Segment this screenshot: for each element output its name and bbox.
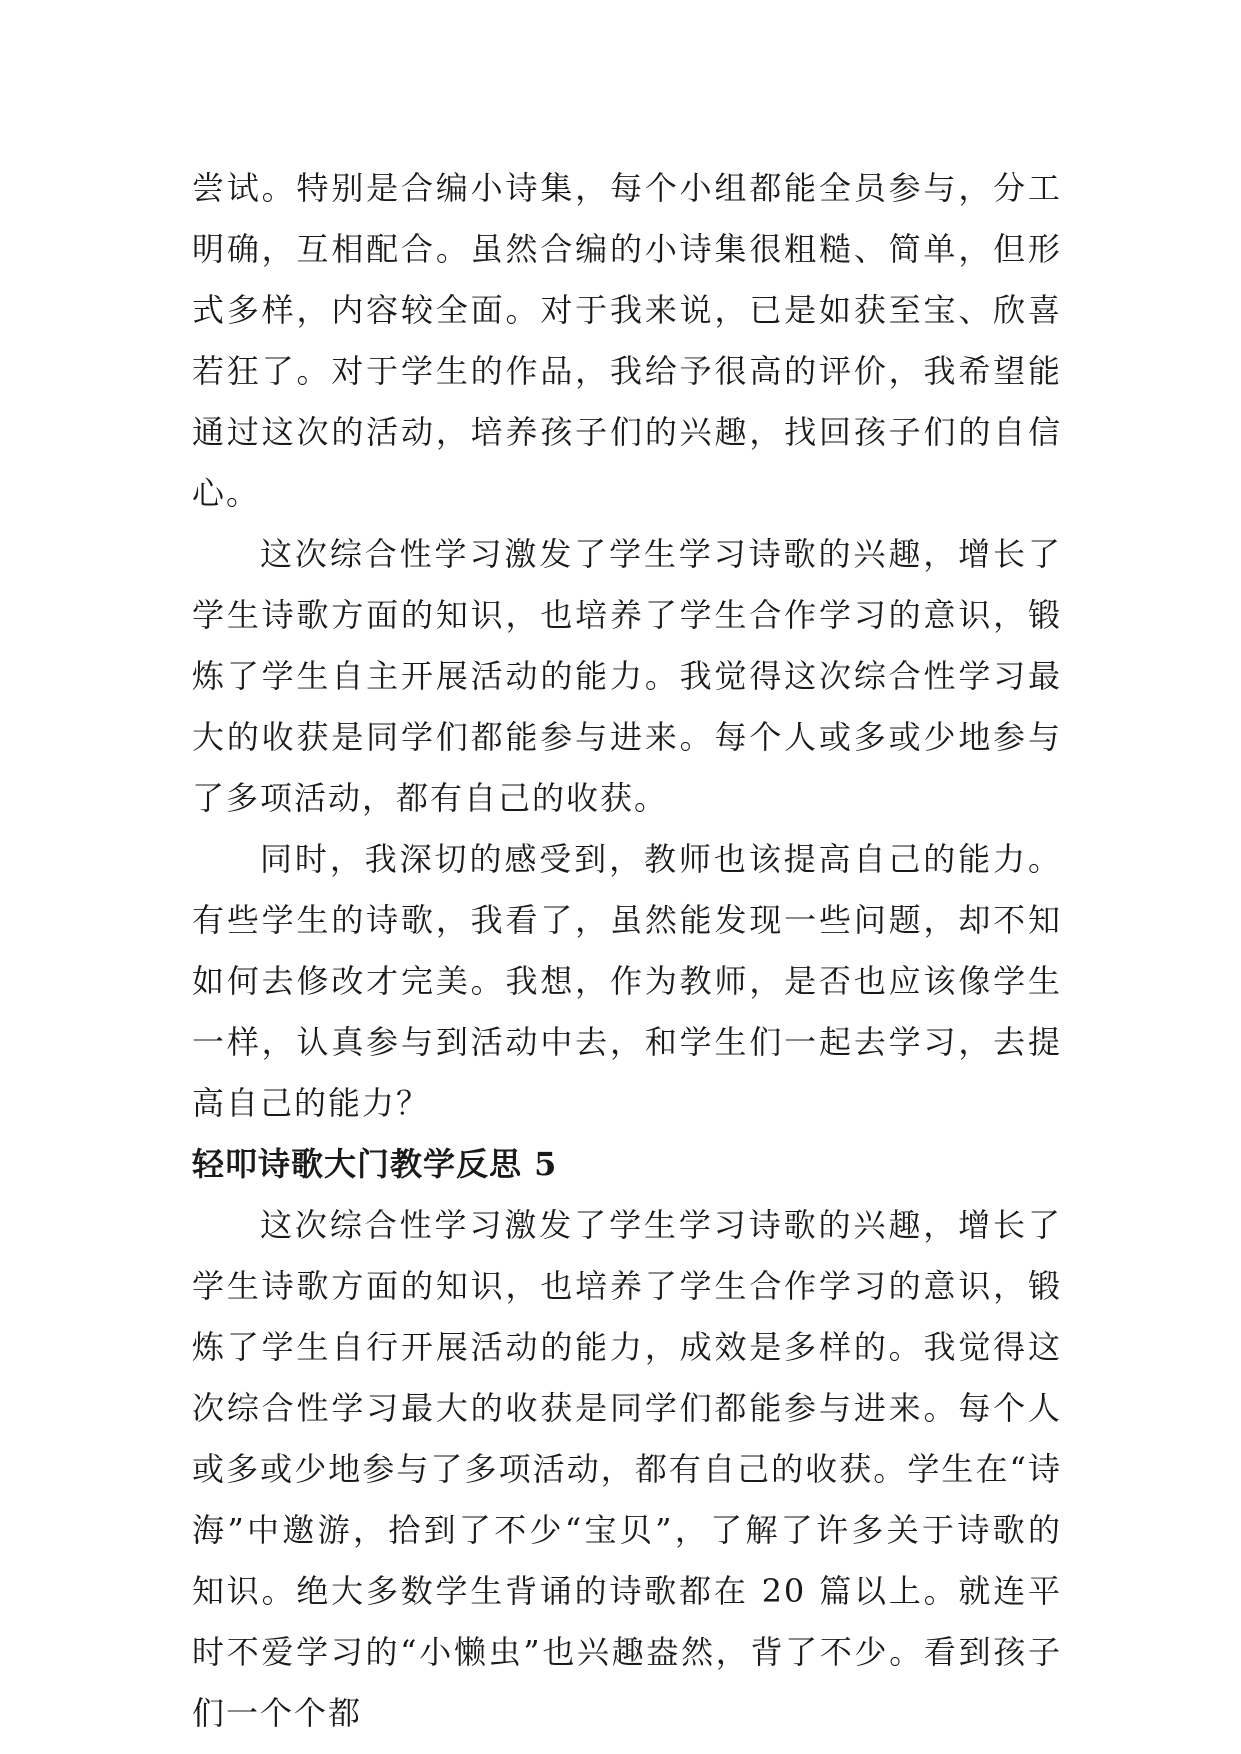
paragraph-teacher-reflection: 同时，我深切的感受到，教师也该提高自己的能力。有些学生的诗歌，我看了，虽然能发现一些问题，却不知如何去修改才完美。我想，作为教师，是否也应该像学生一样，认真参与到活动中去，和学生们一起去学习，去提高自己的能力？ [192,840,1062,1122]
section-heading: 轻叩诗歌大门教学反思 5 [192,1145,558,1183]
paragraph-section-5: 这次综合性学习激发了学生学习诗歌的兴趣，增长了学生诗歌方面的知识，也培养了学生合作学习的意识，锻炼了学生自行开展活动的能力，成效是多样的。我觉得这次综合性学习最大的收获是同学们都能参与进来。每个人或多或少地参与了多项活动，都有自己的收获。学生在“诗海”中邀游，拾到了不少“宝贝”，了解了许多关于诗歌的知识。绝大多数学生背诵的诗歌都在 20 篇以上。就连平时不爱学习的“小懒虫”也兴趣盎然，背了不少。看到孩子们一个个都 [192,1206,1062,1732]
paragraph-learning-interest: 这次综合性学习激发了学生学习诗歌的兴趣，增长了学生诗歌方面的知识，也培养了学生合作学习的意识，锻炼了学生自主开展活动的能力。我觉得这次综合性学习最大的收获是同学们都能参与进来。每个人或多或少地参与了多项活动，都有自己的收获。 [192,535,1062,817]
document-body [192,158,1062,1744]
paragraph-continuation: 尝试。特别是合编小诗集，每个小组都能全员参与，分工明确，互相配合。虽然合编的小诗集很粗糙、简单，但形式多样，内容较全面。对于我来说，已是如获至宝、欣喜若狂了。对于学生的作品，我给予很高的评价，我希望能通过这次的活动，培养孩子们的兴趣，找回孩子们的自信心。 [192,169,1062,512]
